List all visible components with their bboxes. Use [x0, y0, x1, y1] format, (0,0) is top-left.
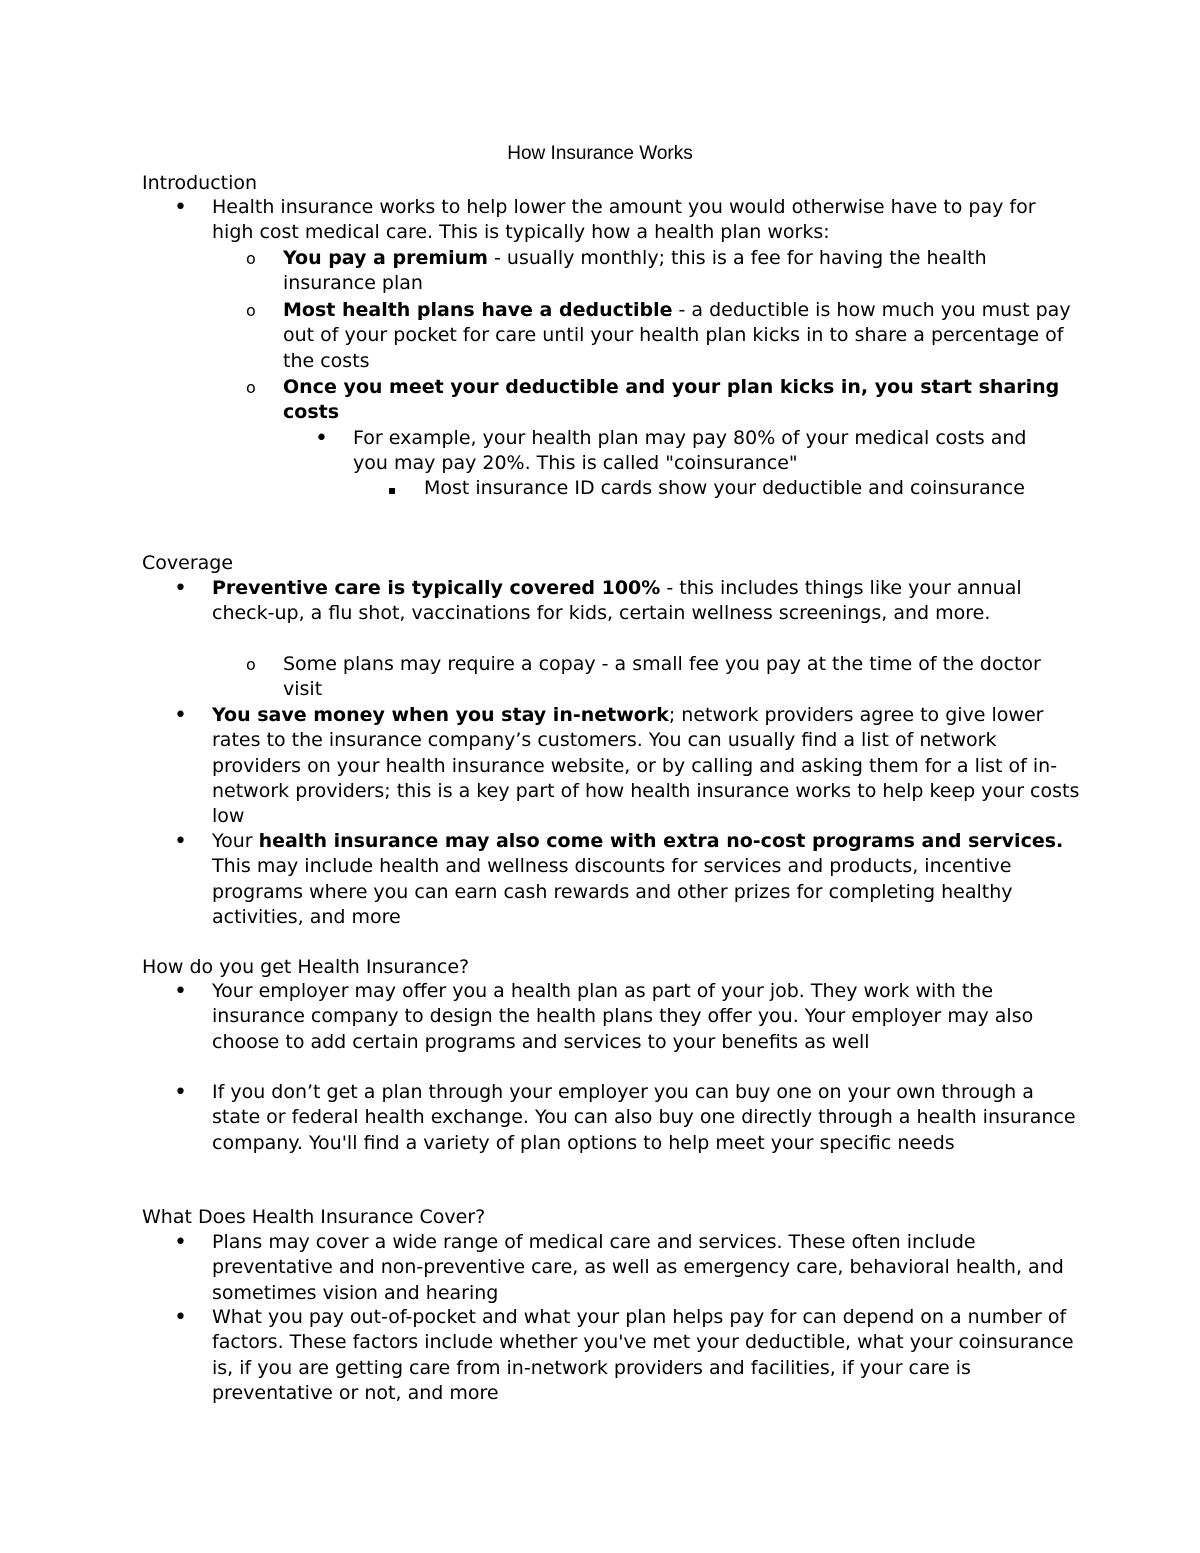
bullet-dot: •	[174, 1305, 187, 1330]
copay-item: Some plans may require a copay - a small fee you pay at the time of the doctor visit	[283, 653, 1041, 701]
bullet-circle: o	[246, 655, 256, 674]
extra-programs-bold-text: health insurance may also come with extra no-cost programs and services.	[258, 830, 1064, 852]
section-heading-introduction: Introduction	[142, 172, 258, 194]
bullet-circle: o	[246, 378, 256, 397]
section-heading-get-insurance: How do you get Health Insurance?	[142, 956, 470, 978]
in-network-text: ; network providers agree to give lower rates to the insurance company’s customers. You can usually find a list of network providers on your health insurance website, or by calling and asking them for a list of in-network providers; this is a key part of how health insurance works to help keep your costs low	[212, 704, 1080, 828]
document-title: How Insurance Works	[507, 143, 693, 164]
bullet-dot: •	[174, 576, 187, 601]
bullet-dot: •	[174, 829, 187, 854]
bullet-dot: •	[174, 195, 187, 220]
bullet-dot: •	[174, 979, 187, 1004]
preventive-text: - this includes things like your annual check-up, a flu shot, vaccinations for kids, certain wellness screenings, and more.	[212, 577, 1022, 625]
premium-bold-text: You pay a premium	[283, 247, 488, 269]
deductible-bold-text: Most health plans have a deductible	[283, 299, 673, 321]
out-of-pocket-item: What you pay out-of-pocket and what your plan helps pay for can depend on a number of factors. These factors include whether you've met your deductible, what your coinsurance is, if you are getting care from in-network providers and facilities, if your care is preventative or not, and more	[212, 1306, 1074, 1404]
extra-programs-text: This may include health and wellness discounts for services and products, incentive programs where you can earn cash rewards and other prizes for completing healthy activities, and more	[212, 855, 1013, 928]
intro-paragraph: Health insurance works to help lower the amount you would otherwise have to pay for high cost medical care. This is typically how a health plan works:	[212, 196, 1036, 244]
intro-premium-item	[283, 246, 1073, 297]
extra-programs-prefix: Your	[212, 830, 259, 852]
in-network-item	[212, 703, 1082, 829]
bullet-dot: •	[174, 1080, 187, 1105]
deductible-text: - a deductible is how much you must pay out of your pocket for care until your health plan kicks in to share a percentage of the costs	[283, 299, 1071, 372]
id-cards-item: Most insurance ID cards show your deductible and coinsurance	[424, 477, 1025, 499]
premium-text: - usually monthly; this is a fee for having the health insurance plan	[283, 247, 987, 295]
bullet-square: ▪	[388, 483, 397, 497]
bullet-circle: o	[246, 249, 256, 268]
sharing-costs-bold-text: Once you meet your deductible and your plan kicks in, you start sharing costs	[283, 376, 1060, 424]
bullet-dot: •	[174, 703, 187, 728]
wide-range-item: Plans may cover a wide range of medical care and services. These often include preventative and non-preventive care, as well as emergency care, behavioral health, and sometimes vision and hearing	[212, 1231, 1064, 1304]
employer-plan-item: Your employer may offer you a health plan as part of your job. They work with the insurance company to design the health plans they offer you. Your employer may also choose to add certain programs and services to your benefits as well	[212, 980, 1034, 1053]
intro-sharing-costs-item	[283, 375, 1073, 426]
section-heading-what-covered: What Does Health Insurance Cover?	[142, 1206, 486, 1228]
preventive-care-item	[212, 576, 1082, 627]
bullet-dot: •	[174, 1230, 187, 1255]
in-network-bold-text: You save money when you stay in-network	[212, 704, 669, 726]
bullet-dot: •	[315, 426, 328, 451]
coinsurance-example-item: For example, your health plan may pay 80% of your medical costs and you may pay 20%. This is called "coinsurance"	[353, 427, 1027, 475]
intro-deductible-item	[283, 298, 1073, 374]
extra-programs-item	[212, 829, 1082, 930]
preventive-bold-text: Preventive care is typically covered 100%	[212, 577, 661, 599]
exchange-plan-item: If you don’t get a plan through your employer you can buy one on your own through a state or federal health exchange. You can also buy one directly through a health insurance company. You'll find a variety of plan options to help meet your specific needs	[212, 1081, 1076, 1154]
section-heading-coverage: Coverage	[142, 552, 234, 574]
bullet-circle: o	[246, 301, 256, 320]
